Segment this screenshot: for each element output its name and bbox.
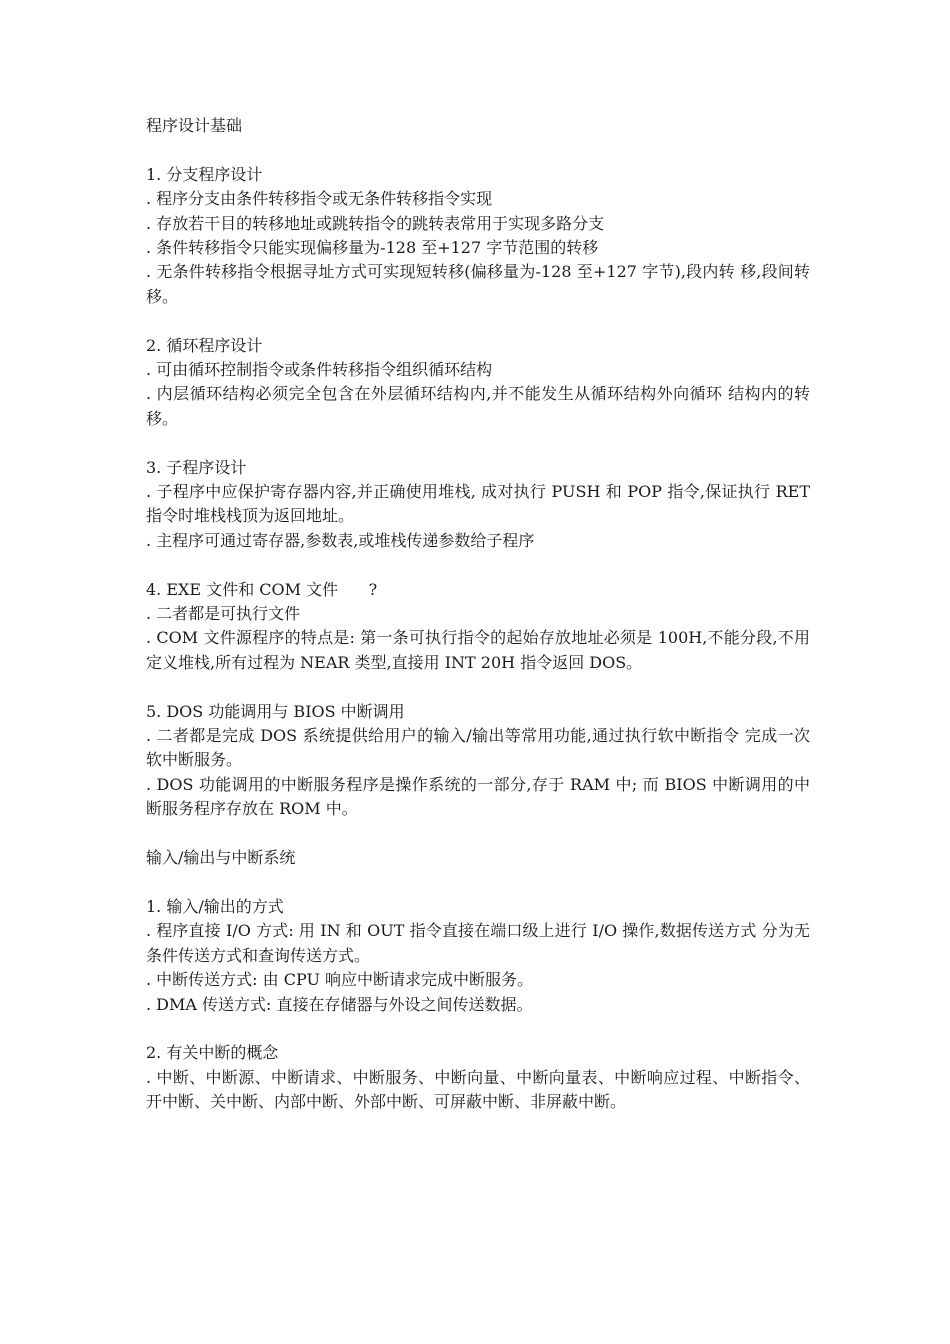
spacer (146, 675, 810, 699)
list-item: . 程序分支由条件转移指令或无条件转移指令实现 (146, 189, 493, 209)
section-title-io-interrupts: 输入/输出与中断系统 (146, 848, 296, 868)
list-item: . 存放若干目的转移地址或跳转指令的跳转表常用于实现多路分支 (146, 213, 605, 233)
spacer (146, 1017, 810, 1041)
list-item: . 条件转移指令只能实现偏移量为-128 至+127 字节范围的转移 (146, 238, 599, 258)
list-item: . 程序直接 I/O 方式: 用 IN 和 OUT 指令直接在端口级上进行 I/O 操作,数据传送方式 分为无条件传送方式和查询传送方式。 (146, 921, 810, 965)
list-item: . 中断、中断源、中断请求、中断服务、中断向量、中断向量表、中断响应过程、中断指令、开中断、关中断、内部中断、外部中断、可屏蔽中断、非屏蔽中断。 (146, 1067, 810, 1112)
spacer (146, 138, 810, 162)
spacer (146, 431, 810, 455)
heading-branch-programs: 1. 分支程序设计 (146, 164, 263, 184)
heading-subroutines: 3. 子程序设计 (146, 457, 247, 477)
heading-dos-bios-calls: 5. DOS 功能调用与 BIOS 中断调用 (146, 701, 405, 721)
list-item: . 子程序中应保护寄存器内容,并正确使用堆栈, 成对执行 PUSH 和 POP 指令,保证执行 RET 指令时堆栈栈顶为返回地址。 (146, 482, 810, 526)
list-item: . 主程序可通过寄存器,参数表,或堆栈传递参数给子程序 (146, 530, 535, 550)
list-item: . 可由循环控制指令或条件转移指令组织循环结构 (146, 360, 493, 380)
section-title-programming: 程序设计基础 (146, 116, 243, 135)
list-item: . DMA 传送方式: 直接在存储器与外设之间传送数据。 (146, 994, 533, 1014)
list-item: . 内层循环结构必须完全包含在外层循环结构内,并不能发生从循环结构外向循环 结构内的转移。 (146, 384, 810, 428)
list-item: . DOS 功能调用的中断服务程序是操作系统的一部分,存于 RAM 中; 而 BIOS 中断调用的中断服务程序存放在 ROM 中。 (146, 774, 810, 819)
spacer (146, 822, 810, 846)
list-item: . COM 文件源程序的特点是: 第一条可执行指令的起始存放地址必须是 100H,不能分段,不用定义堆栈,所有过程为 NEAR 类型,直接用 INT 20H 指令返回 DOS。 (146, 628, 810, 672)
spacer (146, 871, 810, 895)
document-body (146, 114, 810, 1115)
list-item: . 中断传送方式: 由 CPU 响应中断请求完成中断服务。 (146, 970, 534, 990)
heading-interrupt-concepts: 2. 有关中断的概念 (146, 1043, 279, 1063)
spacer (146, 309, 810, 333)
spacer (146, 553, 810, 577)
heading-exe-com-files: 4. EXE 文件和 COM 文件 ? (146, 579, 378, 599)
heading-loop-programs: 2. 循环程序设计 (146, 335, 263, 355)
list-item: . 二者都是完成 DOS 系统提供给用户的输入/输出等常用功能,通过执行软中断指令 完成一次软中断服务。 (146, 726, 810, 770)
heading-io-methods: 1. 输入/输出的方式 (146, 896, 284, 916)
list-item: . 无条件转移指令根据寻址方式可实现短转移(偏移量为-128 至+127 字节),段内转 移,段间转移。 (146, 262, 810, 306)
list-item: . 二者都是可执行文件 (146, 604, 301, 624)
